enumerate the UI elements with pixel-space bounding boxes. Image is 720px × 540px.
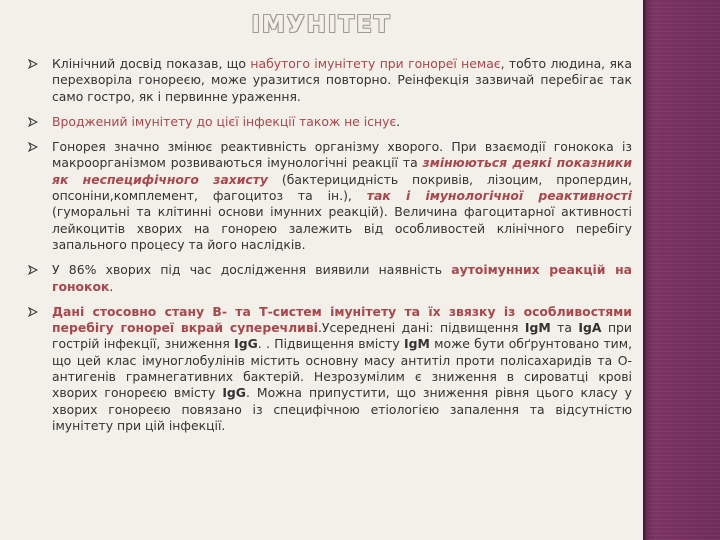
- bullet-item-2: [26, 114, 632, 130]
- immunoglobulin-label: IgM: [524, 320, 551, 336]
- bullet-text: Гонорея значно змінює реактивність організму хворого. При взаємодії гонокока із макроорганізмом розвиваються імунологічні реакції та: [52, 139, 632, 171]
- arrow-bullet-icon: [28, 59, 38, 69]
- highlight-text: змінюються деякі показники як неспецифічного захисту: [52, 155, 632, 187]
- band-texture: [649, 0, 720, 540]
- bullet-text: , тобто людина, яка перехворіла гонореєю, може уразитися повторно. Реінфекція зазвичай перебігає так само гостро, як і первинне ураження.: [52, 56, 632, 104]
- arrow-bullet-icon: [28, 117, 38, 127]
- bullet-text: .: [109, 278, 114, 294]
- immunoglobulin-label: IgG: [222, 385, 246, 401]
- bullet-text: .: [396, 113, 401, 129]
- highlight-text: Дані стосовно стану В- та Т-систем імунітету та їх звязку із особливостями перебігу гонореї вкрай суперечливі: [52, 303, 632, 336]
- highlight-text: набутого імунітету при гонореї немає: [250, 56, 501, 71]
- bullet-item-4: [26, 262, 632, 295]
- arrow-bullet-icon: [28, 265, 38, 275]
- bullet-item-3: [26, 139, 632, 253]
- highlight-text: Вроджений імунітету до цієї інфекції також не існує: [52, 113, 397, 129]
- bullet-text: . . Підвищення вмісту: [257, 336, 405, 352]
- bullet-text: (бактерицидність покривів, лізоцим, пропердин, опсоніни,комплемент, фагоцитоз та ін.),: [52, 171, 632, 204]
- bullet-text: . Можна припустити, що зниження рівня цього класу у хворих гонореєю повязано із специфічною етіологією запалення та відсутністю імунітету при цій інфекції.: [52, 385, 632, 433]
- immunoglobulin-label: IgG: [234, 336, 258, 352]
- bullet-item-1: [26, 56, 632, 105]
- decorative-side-band: [643, 0, 720, 540]
- bullet-text: при гострій інфекції, зниження: [52, 320, 632, 352]
- bullet-text: може бути обґрунтовано тим, що цей клас імуноглобулінів містить основну масу антитіл проти полісахаридів та О-антигенів грамнегативних бактерій. Незрозумілим є зниження в сироватці крові хворих гонореєю вмісту: [52, 336, 633, 401]
- bullet-text: .Усереднені дані: підвищення: [317, 320, 525, 336]
- immunoglobulin-label: IgA: [578, 320, 602, 336]
- bullet-list: [26, 56, 632, 443]
- bullet-item-5: [26, 304, 632, 434]
- immunoglobulin-label: IgM: [404, 336, 430, 352]
- slide-title: ІМУНІТЕТ: [251, 12, 392, 38]
- arrow-bullet-icon: [28, 307, 38, 317]
- bullet-text: У 86% хворих під час дослідження виявили наявність: [52, 262, 452, 278]
- highlight-text: аутоімунних реакцій на гонокок: [52, 262, 632, 294]
- arrow-bullet-icon: [28, 142, 38, 152]
- bullet-text: та: [550, 320, 579, 336]
- highlight-text: так і імунологічної реактивності: [366, 188, 633, 204]
- bullet-text: Клінічний досвід показав, що: [52, 56, 251, 71]
- bullet-text: (гуморальні та клітинні основи імунних реакцій). Величина фагоцитарної активності лейкоцитів хворих на гонорею залежить від особливостей клінічного перебігу запального процесу та його наслідків.: [52, 204, 632, 252]
